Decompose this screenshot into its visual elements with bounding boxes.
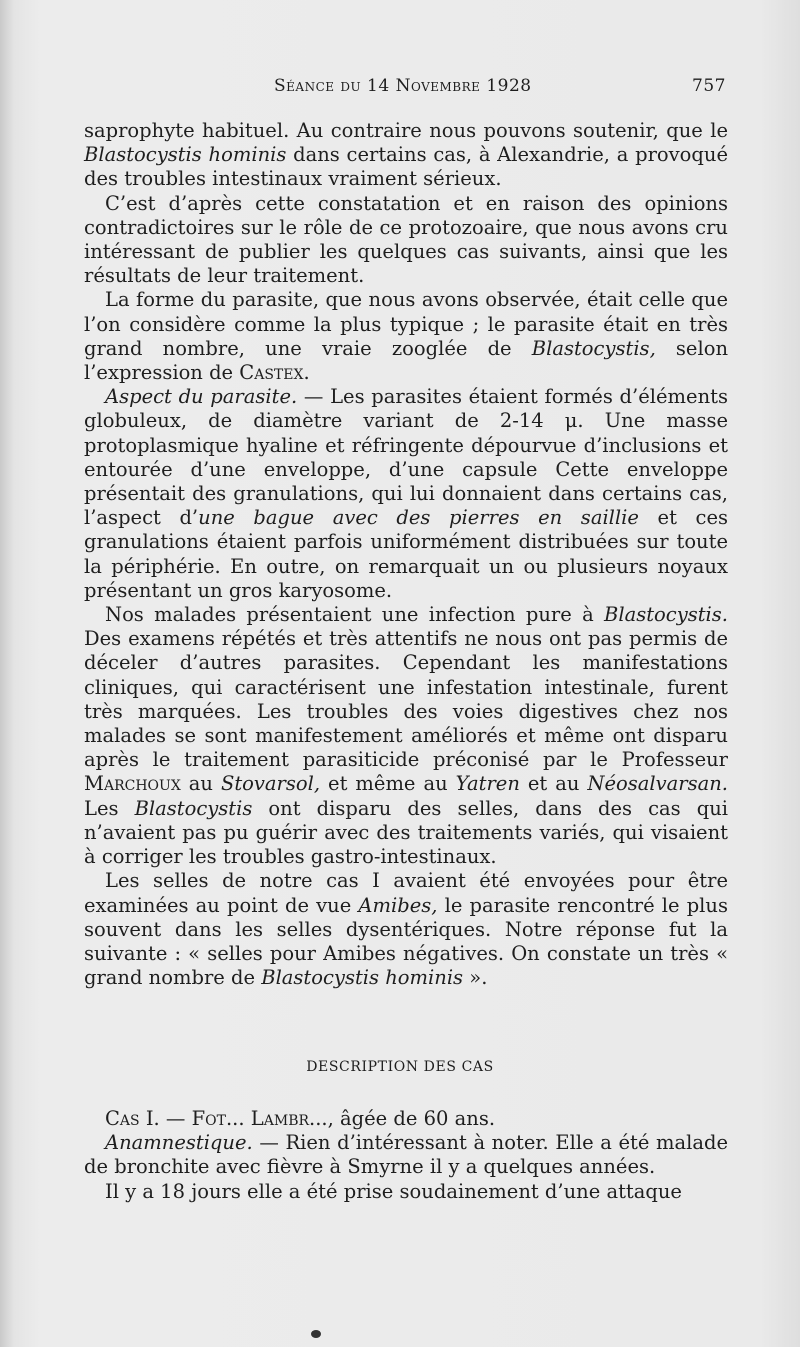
paragraph-aspect-du-parasite: Aspect du parasite. — Les parasites étaient formés d’éléments globuleux, de diamètre variant de 2-14 μ. Une masse protoplasmique hyaline et réfringente dépourvue d’inclusions et entourée d’une enveloppe, d’une capsule Cette enveloppe présentait des granulations, qui lui donnaient dans certains cas, l’aspect d’une bague avec des pierres en saillie et ces granulations étaient parfois uniformément distribuées sur toute la périphérie. En outre, on remarquait un ou plusieurs noyaux présentant un gros karyosome. [84,385,728,602]
section-heading: DESCRIPTION DES CAS [306,1059,494,1075]
paragraph-2: C’est d’après cette constatation et en raison des opinions contradictoires sur le rôle de ce protozoaire, que nous avons cru intéressant de publier les quelques cas suivants, ainsi que les résultats de leur traitement. [84,191,728,288]
ink-mark [311,1330,321,1338]
body-text [84,119,728,990]
paragraph-3: La forme du parasite, que nous avons observée, était celle que l’on considère comme la plus typique ; le parasite était en très grand nombre, une vraie zooglée de Blastocystis, selon l’expression de Castex. [84,288,729,385]
running-title: Séance du 14 Novembre 1928 [274,76,532,96]
paragraph-5: Nos malades présentaient une infection pure à Blastocystis. Des examens répétés et très attentifs ne nous ont pas permis de déceler d’autres parasites. Cependant les manifestations cliniques, qui caractérisent une infestation intestinale, furent très marquées. Les troubles des voies digestives chez nos malades se sont manifestement améliorés et même ont disparu après le traitement parasiticide préconisé par le Professeur Marchoux au Stovarsol, et même au Yatren et au Néosalvarsan. Les Blastocystis ont disparu des selles, dans des cas qui n’avaient pas pu guérir avec des traitements variés, qui visaient à corriger les troubles gastro-intestinaux. [84,603,728,869]
case-last-line: Il y a 18 jours elle a été prise soudainement d’une attaque [105,1179,682,1203]
case-anamnestique: Anamnestique. — Rien d’intéressant à noter. Elle a été malade de bronchite avec fièvre à Smyrne il y a quelques années. [84,1131,728,1179]
page-number: 757 [692,76,726,96]
paragraph-1: saprophyte habituel. Au contraire nous pouvons soutenir, que le Blastocystis hominis dans certains cas, à Alexandrie, a provoqué des troubles intestinaux vraiment sérieux. [84,119,728,191]
paragraph-6: Les selles de notre cas I avaient été envoyées pour être examinées au point de vue Amibes, le parasite rencontré le plus souvent dans les selles dysentériques. Notre réponse fut la suivante : « selles pour Amibes négatives. On constate un très « grand nombre de Blastocystis hominis ». [84,869,728,990]
case-text [84,1107,728,1204]
page-header [84,76,730,106]
case-title: Cas I. — Fot... Lambr..., âgée de 60 ans. [105,1107,496,1130]
